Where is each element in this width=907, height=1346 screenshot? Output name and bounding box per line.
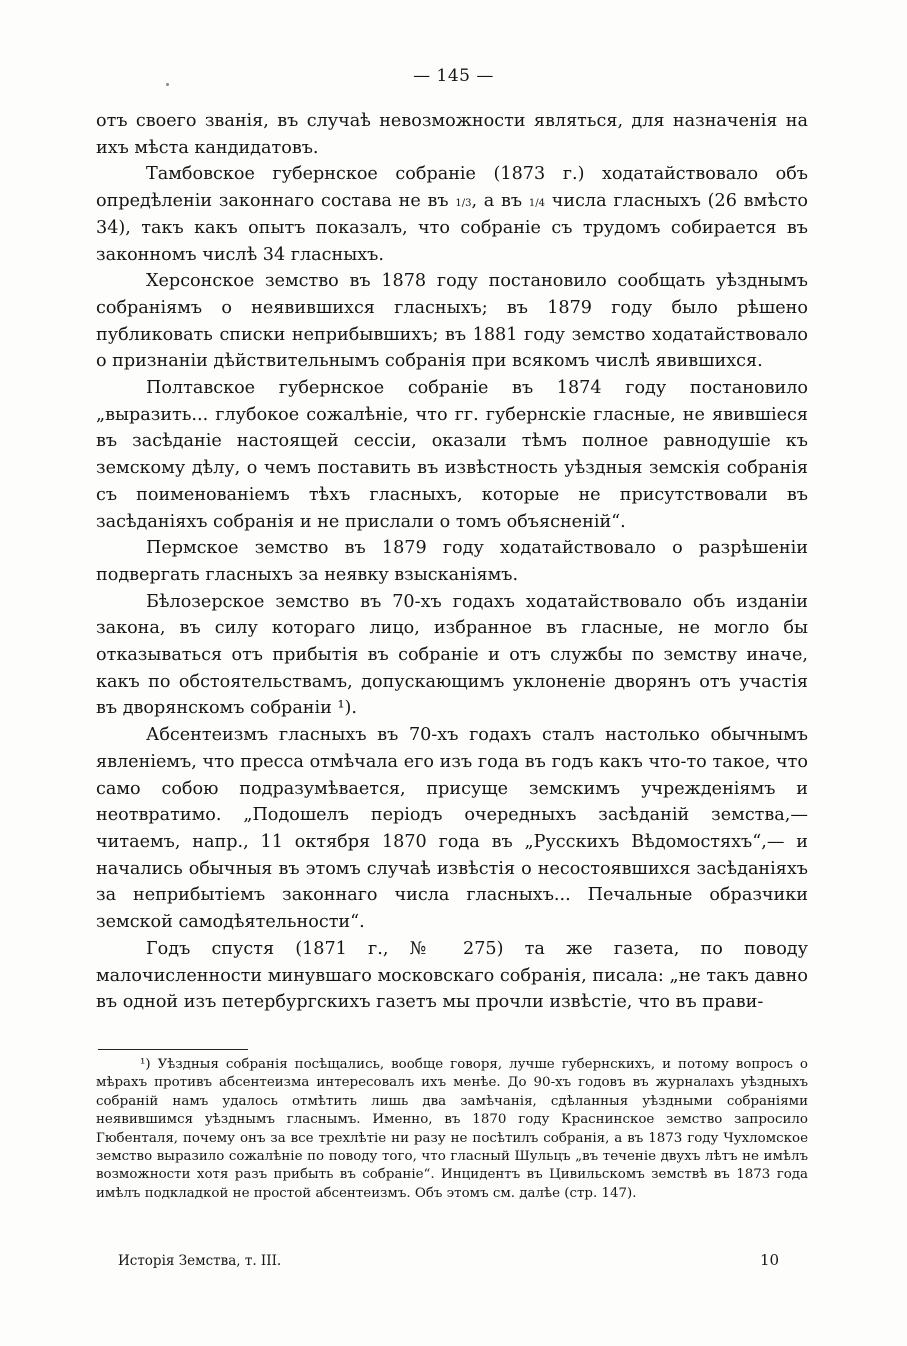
- signature-mark: 10: [760, 1251, 780, 1269]
- paragraph-kherson: Херсонское земство въ 1878 году постановило сообщать уѣзднымъ собраніямъ о неявившихся гласныхъ; въ 1879 году было рѣшено публиковать списки неприбывшихъ; въ 1881 году земство ходатайствовало о признаніи дѣйствительнымъ собранія при всякомъ числѣ явившихся.: [96, 271, 808, 372]
- paragraph-tambov: Тамбовское губернское собраніе (1873 г.) ходатайствовало объ опредѣленіи законнаго состава не въ 1/3, а въ 1/4 числа гласныхъ (26 вмѣсто 34), такъ какъ опытъ показалъ, что собраніе съ трудомъ собирается въ законномъ числѣ 34 гласныхъ.: [96, 164, 809, 265]
- paragraph-belozersk: Бѣлозерское земство въ 70-хъ годахъ ходатайствовало объ изданіи закона, въ силу котораго лицо, избранное въ гласные, не могло бы отказываться отъ прибытія въ собраніе и отъ службы по земству иначе, какъ по обстоятельствамъ, допускающимъ уклоненіе дворянъ отъ участія въ дворянскомъ собраніи ¹).: [96, 591, 808, 719]
- fraction-one-third: 1/3: [455, 198, 472, 210]
- paragraph-perm: Пермское земство въ 1879 году ходатайствовало о разрѣшеніи подвергать гласныхъ за неявку взысканіямъ.: [96, 538, 808, 585]
- paragraph-poltava: Полтавское губернское собраніе въ 1874 году постановило „выразить... глубокое сожалѣніе, что гг. губернскіе гласные, не явившіеся въ засѣданіе настоящей сессіи, оказали тѣмъ полное равнодушіе къ земскому дѣлу, о чемъ поставить въ извѣстность уѣздныя земскія собранія съ поименованіемъ тѣхъ гласныхъ, которые не присутствовали въ засѣданіяхъ собранія и не прислали о томъ объясненій“.: [96, 378, 808, 532]
- footnote-text: ¹) Уѣздныя собранія посѣщались, вообще говоря, лучше губернскихъ, и потому вопросъ о мѣрахъ противъ абсентеизма интересовалъ ихъ менѣе. До 90-хъ годовъ въ журналахъ уѣздныхъ собраній намъ удалось отмѣтить лишь два замѣчанія, сдѣланныя уѣздными собраніями неявившимся уѣзднымъ гласнымъ. Именно, въ 1870 году Краснинское земство запросило Гюбенталя, почему онъ за все трехлѣтіе ни разу не посѣтилъ собранія, а въ 1873 году Чухломское земство выразило сожалѣніе по поводу того, что гласный Шульцъ „въ теченіе двухъ лѣтъ не имѣлъ возможности хотя разъ прибыть въ собраніе“. Инцидентъ въ Цивильскомъ земствѣ въ 1873 года имѣлъ подкладкой не простой абсентеизмъ. Объ этомъ см. далѣе (стр. 147).: [96, 1057, 808, 1201]
- footnote-divider: [98, 1049, 248, 1050]
- paragraph-year-later: Годъ спустя (1871 г., № 275) та же газета, по поводу малочисленности минувшаго московскаго собранія, писала: „не такъ давно въ одной изъ петербургскихъ газетъ мы прочли извѣстіе, что въ прави-: [96, 938, 808, 1013]
- main-text: [96, 108, 808, 1016]
- paragraph-continuation: отъ своего званія, въ случаѣ невозможности являться, для назначенія на ихъ мѣста кандидатовъ.: [96, 111, 808, 158]
- page-number: — 145 —: [413, 66, 494, 86]
- footnote: [96, 1056, 808, 1203]
- running-footer-title: Исторія Земства, т. III.: [118, 1253, 282, 1269]
- paragraph-absenteeism: Абсентеизмъ гласныхъ въ 70-хъ годахъ сталъ настолько обычнымъ явленіемъ, что пресса отмѣчала его изъ года въ годъ какъ что-то такое, что само собою подразумѣвается, присуще земскимъ учрежденіямъ и неотвратимо. „Подошелъ періодъ очередныхъ засѣданій земства,—читаемъ, напр., 11 октября 1870 года въ „Русскихъ Вѣдомостяхъ“,— и начались обычныя въ этомъ случаѣ извѣстія о несостоявшихся засѣданіяхъ за неприбытіемъ законнаго числа гласныхъ... Печальные образчики земской самодѣятельности“.: [96, 725, 808, 933]
- fraction-one-quarter: 1/4: [528, 198, 545, 210]
